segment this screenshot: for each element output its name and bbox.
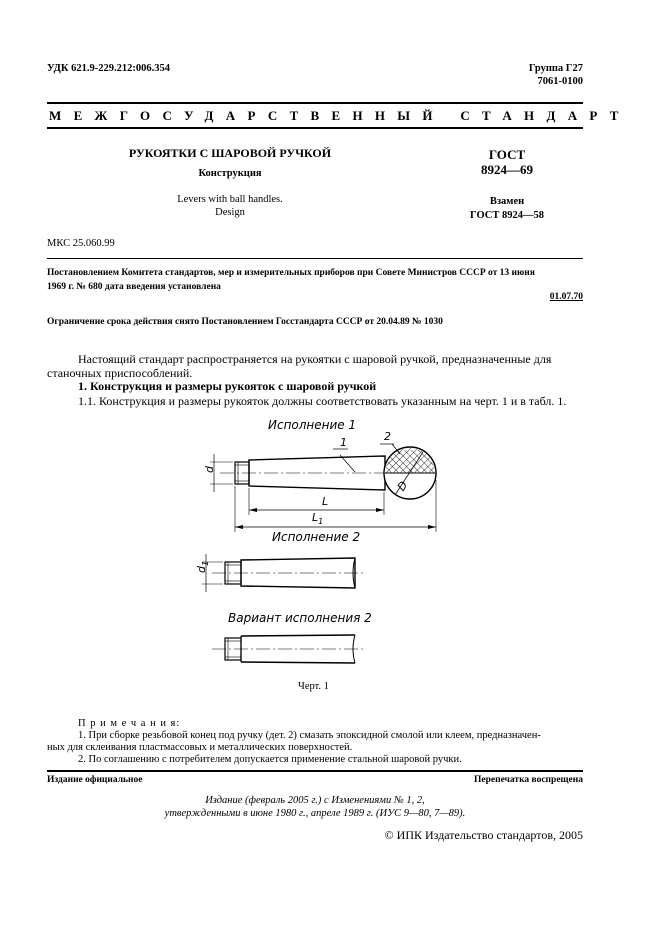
handle-version2 (195, 554, 366, 592)
copyright: © ИПК Издательство стандартов, 2005 (384, 828, 583, 842)
intro-line1: Настоящий стандарт распространяется на рукоятки с шаровой ручкой, предназначенные для (78, 352, 552, 366)
mks-rule (47, 258, 583, 259)
version2-label: Исполнение 2 (272, 530, 361, 544)
handle-variant2 (212, 635, 366, 663)
decree-line1: Постановлением Комитета стандартов, мер и измерительных приборов при Совете Министров СССР от 13 июня (47, 268, 535, 278)
svg-text:d1 (195, 561, 210, 573)
edition-line2: утвержденными в июне 1980 г., апреле 1989 г. (ИУС 9—80, 7—89). (164, 808, 466, 819)
banner-rule (47, 127, 583, 129)
section1-heading: 1. Конструкция и размеры рукояток с шаровой ручкой (78, 379, 377, 393)
interstate-standard-banner: МЕЖГОСУДАРСТВЕННЫЙ СТАНДАРТ (49, 108, 631, 123)
dim-L-label: L (322, 495, 329, 508)
edition-line1: Издание (февраль 2005 г.) с Изменениями № 1, 2, (205, 795, 425, 806)
replaces-number: ГОСТ 8924—58 (470, 210, 544, 221)
note1-line1: 1. При сборке резьбовой конец под ручку (дет. 2) смазать эпоксидной смолой или клеем, предназначен- (78, 730, 541, 741)
dim-L1-label: L (312, 511, 319, 524)
footer-rule (47, 770, 583, 772)
notes-title: П р и м е ч а н и я: (78, 718, 181, 729)
group-code: Группа Г27 (528, 63, 583, 74)
replaces-label: Взамен (489, 196, 525, 207)
callout-2: 2 (384, 430, 391, 443)
mks-code: МКС 25.060.99 (47, 238, 115, 249)
note1-line2: ных для склеивания пластмассовых и металлических поверхностей. (47, 742, 353, 753)
udk-code: УДК 621.9-229.212:006.354 (47, 63, 170, 74)
english-title-line2: Design (215, 207, 245, 218)
introduction-date: 01.07.70 (549, 292, 583, 302)
classifier-code: 7061-0100 (537, 76, 583, 87)
dim-L1-subscript: 1 (318, 517, 324, 526)
note2: 2. По соглашению с потребителем допускается применение стальной шаровой ручки. (78, 754, 462, 765)
figure-caption: Черт. 1 (298, 681, 329, 692)
top-rule (47, 102, 583, 104)
dim-d1-subscript: 1 (201, 560, 210, 567)
clause-1-1: 1.1. Конструкция и размеры рукояток должны соответствовать указанным на черт. 1 и в табл. 1. (78, 394, 567, 408)
dim-D-label: D (394, 478, 411, 494)
svg-text:L1 (312, 511, 323, 526)
dim-d-label: d (203, 466, 216, 473)
intro-line2: станочных приспособлений. (47, 366, 193, 380)
callout-1: 1 (340, 436, 347, 449)
version1-label: Исполнение 1 (268, 418, 357, 432)
standard-subtitle: Конструкция (198, 168, 262, 179)
decree-line2: 1969 г. № 680 дата введения установлена (47, 282, 221, 292)
dim-d1-label: d (195, 566, 208, 573)
limitation-note: Ограничение срока действия снято Постановлением Госстандарта СССР от 20.04.89 № 1030 (47, 317, 443, 327)
reprint-prohibited: Перепечатка воспрещена (473, 775, 583, 785)
technical-drawing (180, 410, 450, 700)
official-edition: Издание официальное (47, 775, 143, 785)
english-title-line1: Levers with ball handles. (177, 194, 283, 205)
standard-title: РУКОЯТКИ С ШАРОВОЙ РУЧКОЙ (128, 146, 332, 160)
gost-number: 8924—69 (481, 162, 533, 177)
gost-label: ГОСТ (488, 147, 526, 162)
variant2-label: Вариант исполнения 2 (228, 611, 372, 625)
handle-version1 (203, 430, 440, 532)
